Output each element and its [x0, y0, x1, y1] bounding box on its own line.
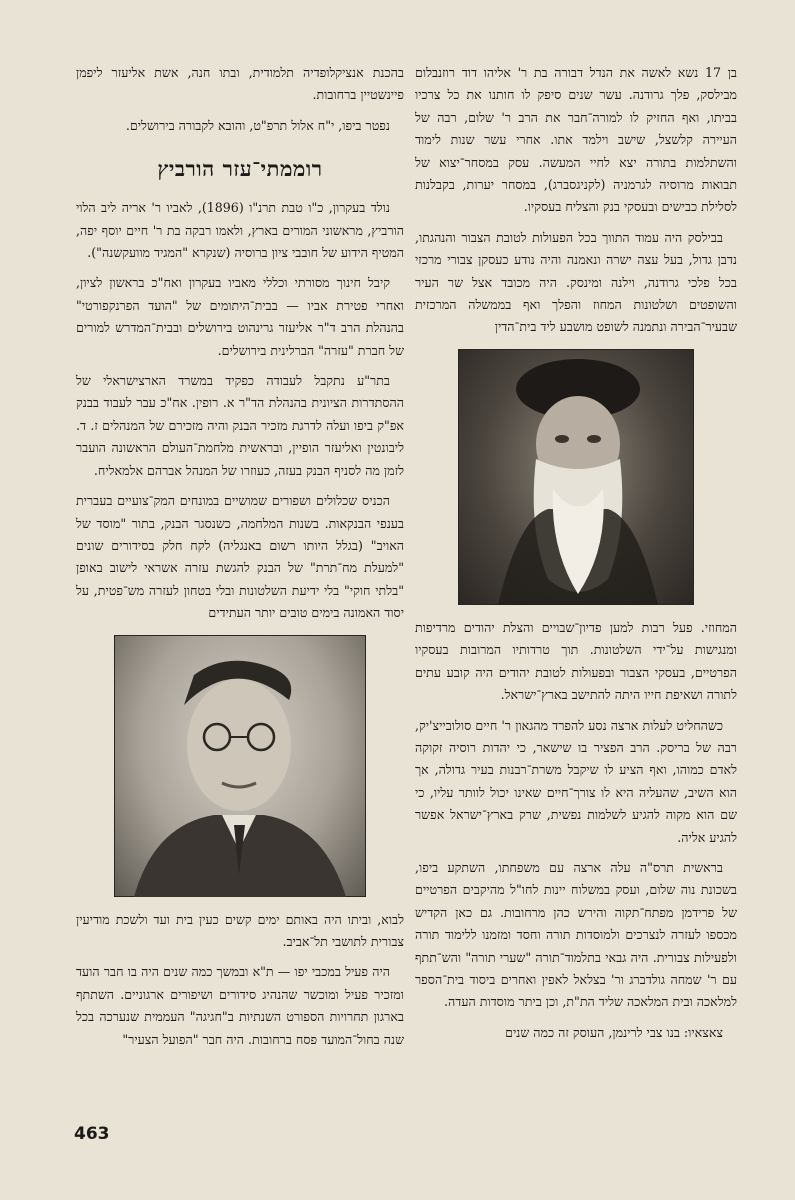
paragraph: קיבל חינוך מסורתי וכללי מאביו בעקרון ואח"כ בראשון לציון, ואחרי פטירת אביו — בבית־היתומים של "הועד הפרנקפורטי" בהנהלת הרב ד"ר אליעזר גרינהוט בירושלים ובבית־המדרש למורים של חברת "עזרה" הברלינית בירושלים. [76, 275, 404, 358]
left-column [76, 62, 404, 1059]
man-portrait-photo [114, 635, 366, 897]
paragraph: בן 17 נשא לאשה את הנדל דבורה בת ר' אליהו דוד רוזנבלום מבילסק, פלך גרודנה. עשר שנים סיפק לו חותנו את כל צרכיו בביתו, ואף החזיק לו למורה־חבר את הרב ר' שלום, רבה של העיירה קלשצל, שישב וילמד אתו. אחרי עשר שנות לימוד והשתלמות בתורה יצא לחיי המעשה. עסק במסחר־יצוא של תבואות מרוסיה לגרמניה (לקניגסברג), במסחר יערות, בקבלנות לסלילת כבישים ובעסקי בנק והצליח בעסקיו. [415, 65, 737, 215]
paragraph: לבוא, וביתו היה באותם ימים קשים כעין בית ועד ולשכת מודיעין צבורית לתושבי תל־אביב. [76, 911, 404, 949]
paragraph: בבילסק היה עמוד התווך בכל הפעולות לטובת הצבור והנהגתו, נדבן גדול, בעל עצה ישרה ונאמנה והיה נודע כעסקן צבורי מרכזי בכל פלכי גרודנה, וילנה ומינסק. היה מכובד אצל שר העיר והשופטים ושלטונות המחוז והפלך ואף בממשלה המרכזית שבעיר־הבירה ונתמנה לשופט מושבע ליד בית־הדין [415, 229, 737, 335]
paragraph: היה פעיל במכבי יפו — ת"א ובמשך כמה שנים היה בו חבר הועד ומזכיר פעיל ומוכשר שהנהיג סידורים ושיפורים ארגוניים. השתתף בארגון תחרויות הספורט השנתיות ב"חגיגה" העממית שנערכה בכל שנה בחול־המועד פסח ברחובות. היה חבר "הפועל הצעיר" [76, 964, 404, 1047]
portrait-man-with-glasses-icon [114, 635, 366, 897]
article-heading: רוממתי־עזר הורביץ [157, 156, 323, 182]
paragraph: כשהחליט לעלות ארצה נסע להפרד מהגאון ר' חיים סולובייצ'יק, רבה של בריסק. הרב הפציר בו שישאר, כי יהדות רוסיה זקוקה לאדם כמוהו, ואף הציע לו שיקבל משרת־רבנות בעיר גדולה, אך הוא השיב, שהעליה היא לו צורך־חיים שאינו יכול לוותר עליו, כי שם הוא מקוה להגיע לשלמות נפשית, שרק בארץ־ישראל אפשר להגיע אליה. [415, 717, 737, 845]
portrait-bearded-rabbi-icon [458, 349, 694, 605]
paragraph: נולד בעקרון, כ"ו טבת תרנ"ו (1896), לאביו ר' אריה ליב הלוי הורביץ, מראשוני המורים בארץ, ולאמו רבקה בת ר' חיים יוסף יפה, המטיף הידוע של חובבי ציון ברוסיה (שנקרא "המגיד מוועקשנה"). [76, 200, 404, 261]
paragraph: המחוזי. פעל רבות למען פדיון־שבויים והצלת יהודים מרדיפות ומנגישות על־ידי השלטונות. תוך טרדותיו המרובות בעסקיו הפרטיים, בעסקי הצבור ובפעולות לטובת יהודים היה קובע עתים לתורה ושאיפת חייו היתה להתישב בארץ־ישראל. [415, 619, 737, 703]
paragraph: בתר"ע נתקבל לעבודה כפקיד במשרד הארצישראלי של ההסתדרות הציונית בהנהלת הד"ר א. רופין. אח"כ עבר לעבוד בבנק אפ"ק ביפו ועלה לדרגת מזכיר הבנק והיה מזכירם של המנהלים ז. ד. ליבונטין ואליעזר הופיין, ובראשית מלחמת־העולם הראשונה הועבר לזמן מה לסניף הבנק בעזה, כעוזרו של המנהל אברהם אלמאליח. [76, 373, 404, 478]
right-column [415, 62, 737, 1052]
page-number: 463 [74, 1124, 110, 1144]
paragraph: בהכנת אנציקלופדיה תלמודית, ובתו חנה, אשת אליעזר ליפמן פיינשטיין ברחובות. [76, 65, 404, 103]
paragraph: הכניס שכלולים ושפורים שמושיים במונחים המק־צועיים בעברית בענפי הבנקאות. בשנות המלחמה, כשנסגר הבנק, בתור "מוסד של האויב" (בגלל היותו רשום באנגליה) לקח חלק בסידורים שונים "למעלת מח־תרת" של הבנק להגשת עזרה אשראי לישוב באופן "בלתי חוקי" בלי ידיעת השלטונות ובלי בטחון לעזרה מש־פטית, על יסוד האמונה בימים טובים יותר העתידים [76, 493, 404, 621]
paragraph: צאצאיו: בנו צבי לרינמן, העוסק זה כמה שנים [505, 1024, 723, 1040]
paragraph: נפטר ביפו, י"ח אלול תרפ"ט, והובא לקבורה בירושלים. [125, 117, 390, 133]
paragraph: בראשית תרס"ה עלה ארצה עם משפחתו, השתקע ביפו, בשכונת נוה שלום, ועסק במשלוח יינות לחו"ל מהיקבים הפרטיים של פרידמן מפתח־תקוה והירש כהן מרחובות. גם כאן הקדיש מכספו לעזרה לנצרכים ולמוסדות תורה וחסד ומזמנו ללימוד תורה ולפעילות צבורית. היה גבאי בתלמוד־תורה "שערי תורה" והש־תתף עם ר' שמחה גולדברג ור' בצלאל לאפין ואחרים ביסוד בית־הספר למלאכה ובית המלאכה שליד הת"ת, וכן ביתר מוסדות העדה. [415, 859, 737, 1010]
rabbi-portrait-photo [458, 349, 694, 605]
